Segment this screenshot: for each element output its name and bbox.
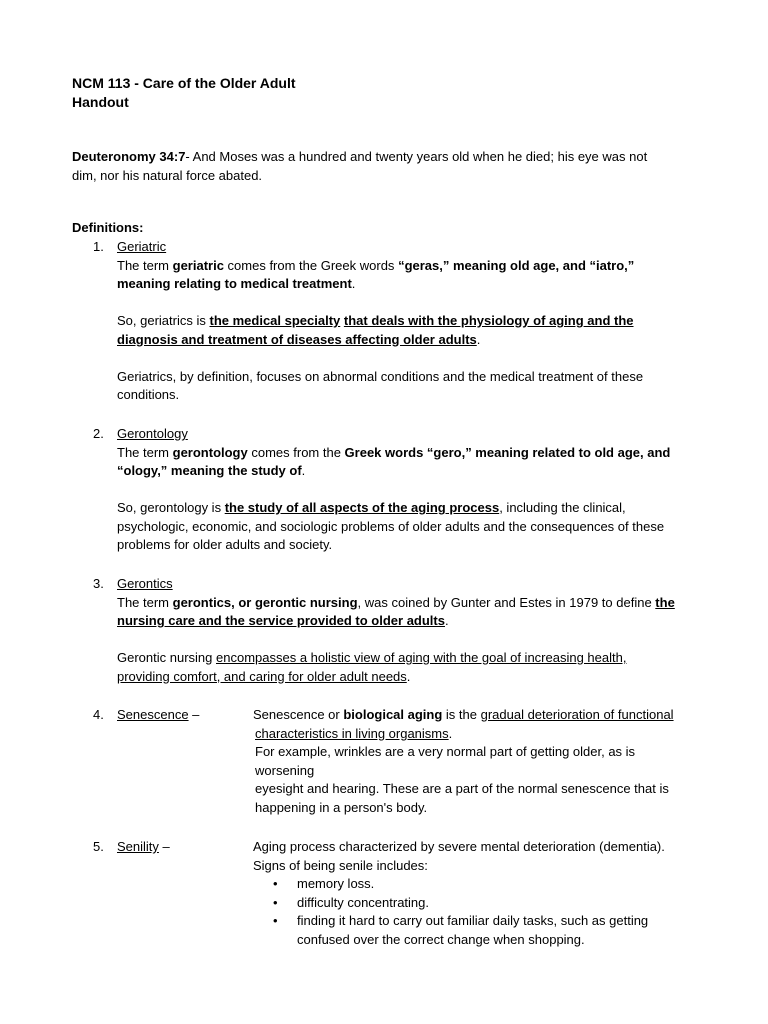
- title-line-2: Handout: [72, 93, 129, 110]
- term-senescence-label: Senescence –: [117, 707, 200, 722]
- definition-gerontics: Gerontics The term gerontics, or gerontic nursing, was coined by Gunter and Estes in 1979 to define the nursing care and the service provided to older adults. Gerontic nursing encompasses a holistic view of aging with the goal of increasing health, providing comfort, and caring for older adult needs.: [117, 576, 675, 684]
- item-number-4: 4.: [93, 707, 104, 722]
- term-geriatric: Geriatric: [117, 239, 167, 254]
- verse-reference: Deuteronomy 34:7: [72, 149, 186, 164]
- list-item: • memory loss.: [253, 875, 713, 894]
- bullet-icon: •: [273, 894, 278, 910]
- title-line-1: NCM 113 - Care of the Older Adult: [72, 75, 296, 91]
- definition-senility: Aging process characterized by severe mental deterioration (dementia). Signs of being senile includes: • memory loss. • difficulty concentrating. • finding it hard to carry out familiar daily tasks, such as getting confused over the correct change when shopping.: [253, 838, 713, 949]
- bullet-icon: •: [273, 913, 278, 928]
- definition-geriatric: Geriatric The term geriatric comes from the Greek words “geras,” meaning old age, and “iatro,” meaning relating to medical treatment. So, geriatrics is the medical specialty that deals with the physiology of aging and the diagnosis and treatment of diseases affecting older adults. Geriatrics, by definition, focuses on abnormal conditions and the medical treatment of these conditions.: [117, 239, 644, 402]
- document-title: [72, 74, 296, 111]
- verse-text-2: dim, nor his natural force abated.: [72, 167, 263, 183]
- item-number-3: 3.: [93, 576, 104, 591]
- verse-paragraph: [72, 148, 712, 185]
- definition-senescence: Senescence or biological aging is the gradual deterioration of functional characteristics in living organisms. For example, wrinkles are a very normal part of getting older, as is worsening eyesight and hearing. These are a part of the normal senescence that is happening in a person's body.: [253, 707, 674, 815]
- term-senility-label: Senility –: [117, 839, 170, 854]
- term-gerontology: Gerontology: [117, 426, 188, 441]
- list-item: • finding it hard to carry out familiar daily tasks, such as getting confused over the correct change when shopping.: [273, 913, 649, 947]
- item-number-1: 1.: [93, 239, 104, 254]
- list-item: • difficulty concentrating.: [253, 894, 713, 913]
- senility-signs-list: [253, 875, 713, 949]
- item-number-2: 2.: [93, 426, 104, 441]
- verse-text-1: - And Moses was a hundred and twenty years old when he died; his eye was not: [185, 149, 648, 164]
- item-number-5: 5.: [93, 839, 104, 854]
- bullet-icon: •: [273, 876, 278, 891]
- definitions-heading: Definitions:: [72, 220, 144, 235]
- definition-gerontology: Gerontology The term gerontology comes from the Greek words “gero,” meaning related to old age, and “ology,” meaning the study of. So, gerontology is the study of all aspects of the aging process, including the clinical, psychologic, economic, and sociologic problems of older adults and the consequences of these problems for older adults and society.: [117, 426, 671, 552]
- term-gerontics: Gerontics: [117, 576, 173, 591]
